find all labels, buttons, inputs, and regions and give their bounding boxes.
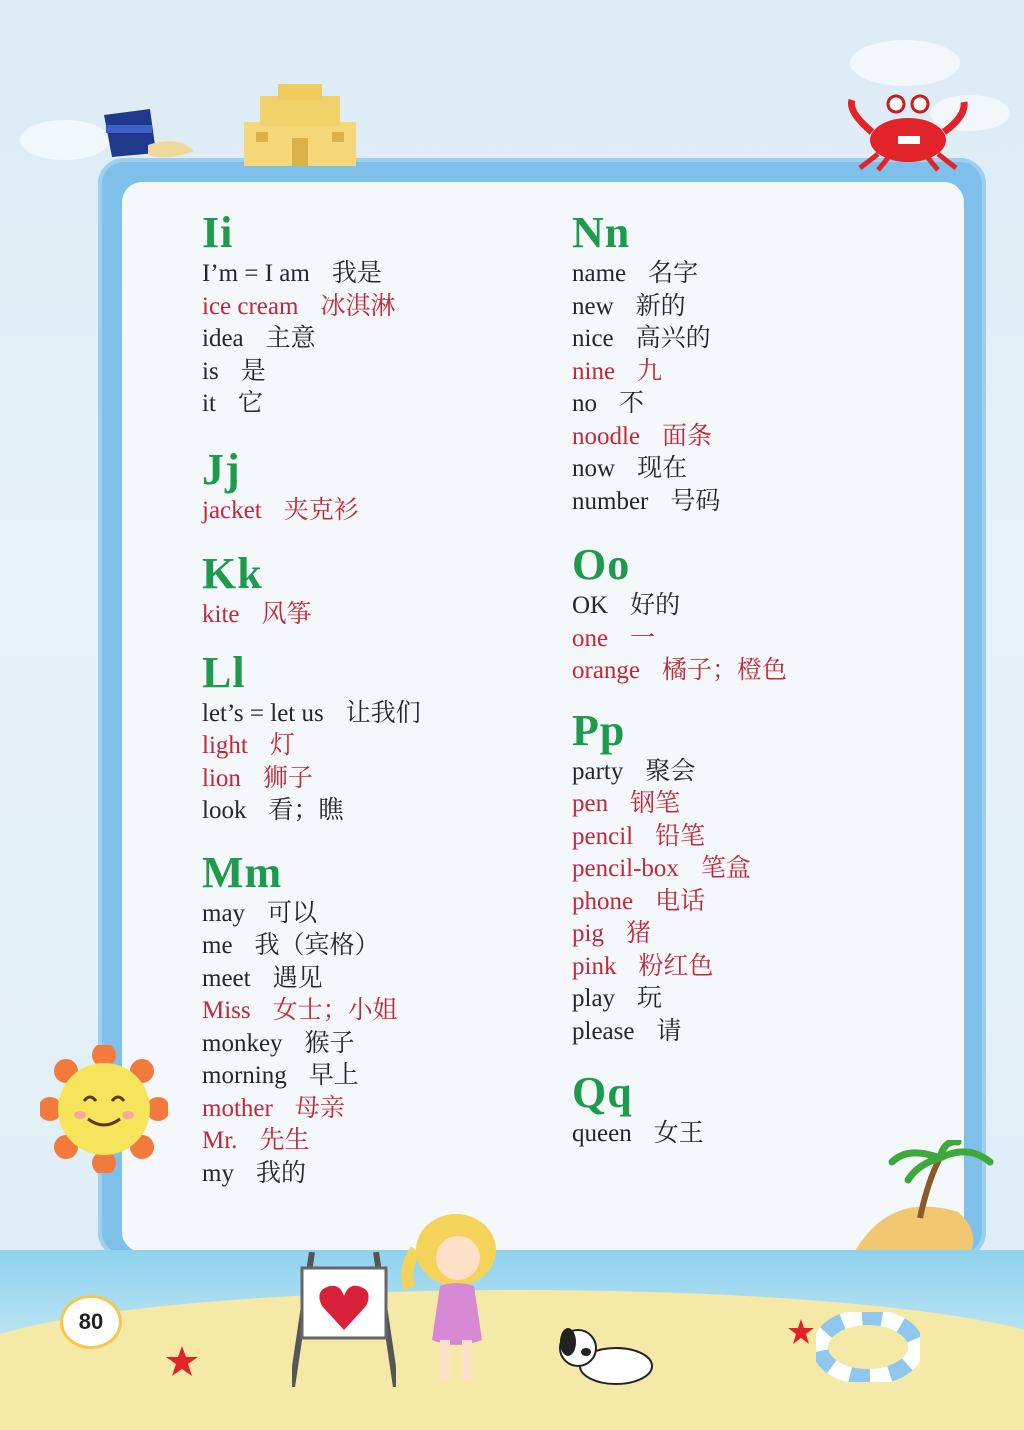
entry-word: jacket <box>202 496 262 524</box>
entry-meaning: 好的 <box>630 592 681 619</box>
glossary-entry <box>202 599 421 632</box>
entry-word: is <box>202 357 219 385</box>
entry-meaning: 九 <box>637 357 663 385</box>
entry-meaning: 猴子 <box>304 1029 355 1057</box>
bucket-icon <box>98 105 198 165</box>
entry-word: I’m = I am <box>202 260 310 287</box>
entry-meaning: 主意 <box>265 325 316 352</box>
glossary-entry <box>202 1125 421 1158</box>
entry-meaning: 我的 <box>255 1159 306 1187</box>
section-heading: Qq <box>572 1068 633 1117</box>
glossary-entry <box>572 655 787 688</box>
entry-word: pencil <box>572 822 634 850</box>
entry-word: OK <box>572 592 609 619</box>
entry-word: ice cream <box>202 292 299 320</box>
section-q <box>572 1070 787 1151</box>
entry-meaning: 狮子 <box>262 764 313 792</box>
entry-meaning: 粉红色 <box>638 952 714 980</box>
entry-word: pig <box>572 920 604 947</box>
glossary-entry <box>202 356 421 389</box>
crab-icon <box>838 92 974 172</box>
entry-meaning: 灯 <box>269 732 295 759</box>
entry-meaning: 橘子；橙色 <box>662 657 788 684</box>
entry-meaning: 高兴的 <box>635 325 711 352</box>
glossary-entry <box>572 453 787 486</box>
glossary-entry <box>202 291 421 324</box>
section-heading: Ii <box>202 208 234 257</box>
entry-word: new <box>572 292 614 320</box>
entry-meaning: 号码 <box>670 487 721 515</box>
entry-word: let’s = let us <box>202 699 324 727</box>
section-heading: Nn <box>572 208 631 257</box>
glossary-entry <box>572 821 787 854</box>
entry-word: light <box>202 732 248 759</box>
entry-word: nine <box>572 357 616 385</box>
entry-word: pen <box>572 790 609 817</box>
glossary-entry <box>202 930 421 963</box>
glossary-entry <box>572 951 787 984</box>
entry-word: number <box>572 487 649 515</box>
cloud <box>20 120 110 160</box>
entry-word: may <box>202 899 246 927</box>
glossary-entry <box>202 388 421 421</box>
entry-meaning: 现在 <box>637 455 688 482</box>
section-m <box>202 847 421 1191</box>
entry-meaning: 风筝 <box>261 601 312 628</box>
glossary-entry <box>202 1060 421 1093</box>
entry-word: nice <box>572 325 614 352</box>
entry-meaning: 可以 <box>267 899 318 927</box>
easel-heart-icon <box>292 1252 396 1387</box>
glossary-entry <box>572 486 787 519</box>
entry-meaning: 铅笔 <box>655 822 706 850</box>
entry-word: pink <box>572 952 617 980</box>
entry-meaning: 让我们 <box>345 699 421 727</box>
entry-word: Mr. <box>202 1127 238 1154</box>
glossary-entry <box>572 388 787 421</box>
glossary-entry <box>572 853 787 886</box>
entry-meaning: 电话 <box>655 887 706 915</box>
entry-meaning: 女王 <box>653 1120 704 1147</box>
entry-meaning: 看；瞧 <box>268 797 344 824</box>
entry-meaning: 面条 <box>662 422 713 450</box>
entry-word: party <box>572 757 624 785</box>
entry-word: pencil-box <box>572 855 679 882</box>
section-heading: Oo <box>572 540 631 589</box>
starfish-icon <box>164 1344 200 1378</box>
entry-word: now <box>572 455 616 482</box>
glossary-entry <box>202 963 421 996</box>
entry-word: no <box>572 390 597 417</box>
entry-word: meet <box>202 964 251 992</box>
glossary-entry <box>202 763 421 796</box>
glossary-entry <box>202 323 421 356</box>
glossary-entry <box>202 1093 421 1126</box>
entry-word: queen <box>572 1120 632 1147</box>
entry-word: one <box>572 624 609 652</box>
entry-meaning: 夹克衫 <box>283 496 359 524</box>
entry-word: phone <box>572 887 634 915</box>
glossary-entry <box>572 756 787 789</box>
glossary-entry <box>572 291 787 324</box>
left-column <box>202 210 421 1208</box>
entry-word: my <box>202 1159 234 1187</box>
glossary-entry <box>572 356 787 389</box>
glossary-entry <box>202 730 421 763</box>
entry-meaning: 一 <box>630 624 656 652</box>
entry-word: name <box>572 260 627 287</box>
section-heading: Jj <box>202 444 241 494</box>
section-heading: Mm <box>202 847 283 897</box>
glossary-entry <box>572 788 787 821</box>
entry-word: noodle <box>572 422 641 450</box>
entry-word: monkey <box>202 1029 283 1057</box>
entry-word: orange <box>572 657 641 684</box>
starfish-icon <box>786 1318 816 1346</box>
glossary-entry <box>572 983 787 1016</box>
sand-castle-icon <box>238 82 362 168</box>
entry-meaning: 玩 <box>637 985 663 1012</box>
entry-meaning: 我（宾格） <box>254 932 380 959</box>
glossary-entry <box>572 623 787 656</box>
swim-ring-icon <box>816 1312 920 1382</box>
glossary-entry <box>572 1118 787 1151</box>
section-i <box>202 210 421 421</box>
sun-icon <box>40 1045 168 1173</box>
glossary-entry <box>202 698 421 731</box>
entry-meaning: 名字 <box>648 260 699 287</box>
glossary-entry <box>572 421 787 454</box>
entry-meaning: 早上 <box>308 1062 359 1089</box>
glossary-entry <box>202 898 421 931</box>
entry-word: it <box>202 390 216 417</box>
section-heading: Ll <box>202 647 246 697</box>
entry-word: look <box>202 797 247 824</box>
entry-meaning: 不 <box>619 390 645 417</box>
glossary-entry <box>202 1158 421 1191</box>
section-l <box>202 647 421 828</box>
entry-meaning: 遇见 <box>272 964 323 992</box>
section-k <box>202 551 421 632</box>
entry-meaning: 母亲 <box>294 1094 345 1122</box>
section-heading: Pp <box>572 705 626 755</box>
entry-meaning: 新的 <box>635 292 686 320</box>
glossary-entry <box>202 1028 421 1061</box>
glossary-entry <box>572 258 787 291</box>
section-o <box>572 542 787 688</box>
section-j <box>202 444 421 528</box>
glossary-entry <box>202 995 421 1028</box>
entry-word: me <box>202 932 233 959</box>
entry-meaning: 先生 <box>259 1127 310 1154</box>
glossary-entry <box>572 323 787 356</box>
entry-meaning: 是 <box>240 357 266 385</box>
entry-word: mother <box>202 1094 273 1122</box>
glossary-entry <box>572 590 787 623</box>
entry-meaning: 钢笔 <box>630 790 681 817</box>
section-n <box>572 210 787 518</box>
entry-word: Miss <box>202 997 251 1024</box>
glossary-entry <box>572 1016 787 1049</box>
glossary-entry <box>572 886 787 919</box>
girl-icon <box>396 1210 511 1387</box>
right-column <box>572 210 787 1169</box>
glossary-entry <box>202 495 421 528</box>
page-number: 80 <box>60 1295 122 1349</box>
dog-icon <box>556 1322 656 1387</box>
cloud <box>850 40 960 86</box>
entry-word: idea <box>202 325 244 352</box>
entry-meaning: 猪 <box>625 920 651 947</box>
entry-meaning: 它 <box>237 390 263 417</box>
glossary-entry <box>202 258 421 291</box>
section-p <box>572 705 787 1049</box>
glossary-entry <box>202 795 421 828</box>
entry-word: morning <box>202 1062 287 1089</box>
entry-meaning: 女士；小姐 <box>272 997 398 1024</box>
palm-island-icon <box>848 1140 998 1260</box>
entry-word: lion <box>202 764 241 792</box>
entry-meaning: 聚会 <box>645 757 696 785</box>
entry-meaning: 我是 <box>331 260 382 287</box>
entry-word: kite <box>202 601 240 628</box>
entry-meaning: 请 <box>656 1017 682 1045</box>
entry-meaning: 笔盒 <box>700 855 751 882</box>
entry-word: play <box>572 985 616 1012</box>
section-heading: Kk <box>202 549 263 598</box>
entry-meaning: 冰淇淋 <box>320 292 396 320</box>
entry-word: please <box>572 1017 635 1045</box>
glossary-entry <box>572 918 787 951</box>
